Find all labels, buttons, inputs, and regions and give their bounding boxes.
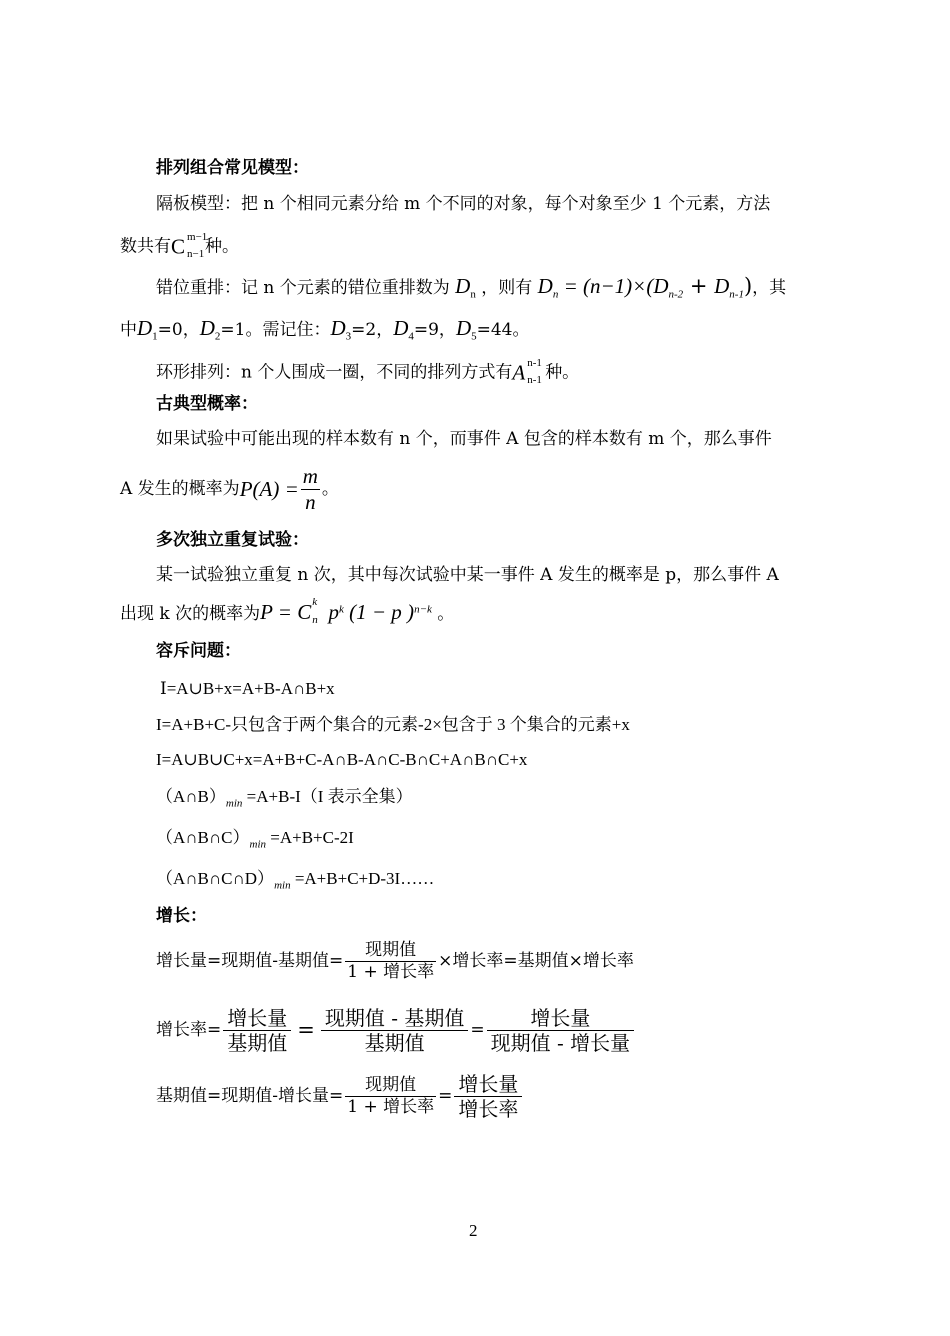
g3-fraction-2	[454, 1074, 522, 1119]
combination-sub: n−1	[187, 248, 205, 260]
circular-sub: n-1	[527, 374, 542, 386]
derangement-text2: ，则有	[481, 278, 533, 298]
bernoulli-c-sup: k	[312, 596, 318, 608]
section-title-classical: 古典型概率：	[156, 394, 258, 414]
g2-f1-denominator: 基期值	[227, 1031, 288, 1055]
g3-f2-denominator: 增长率	[458, 1097, 519, 1121]
d1-sub: 1	[152, 330, 158, 343]
f5-sub: min	[249, 838, 267, 851]
growth-formula-2	[156, 1008, 636, 1053]
bernoulli-c-sub: n	[312, 614, 318, 626]
sub-n-2: n	[552, 288, 559, 301]
close-paren: )	[743, 274, 753, 298]
d3-value: =2，	[351, 320, 394, 340]
derangement-line1	[156, 274, 787, 301]
classical-line1: 如果试验中可能出现的样本数有 n 个，而事件 A 包含的样本数有 m 个，那么事件	[156, 429, 772, 449]
probability-formula: P(A) =	[239, 477, 299, 501]
derangement-l2-prefix: 中	[120, 320, 137, 340]
derangement-text3: ，其	[752, 278, 787, 298]
combination-sup: m−1	[187, 231, 208, 243]
section-title-inclusion: 容斥问题：	[156, 641, 241, 661]
g2-equals-2: =	[470, 1020, 485, 1040]
bernoulli-paren: (1 − p )	[343, 600, 415, 624]
f4-right: =A+B-I（I 表示全集）	[246, 787, 413, 806]
f6-sub: min	[274, 879, 291, 892]
g1-denominator: 1 + 增长率	[347, 962, 435, 982]
g3-prefix: 基期值=现期值-增长量=	[156, 1086, 344, 1106]
d4-sub: 4	[408, 330, 414, 343]
section-title-growth: 增长：	[156, 906, 207, 926]
sub-n-minus-1: n-1	[729, 288, 744, 301]
symbol-dn2: D	[653, 274, 669, 298]
d2-sub: 2	[214, 330, 221, 343]
d5-sub: 5	[471, 330, 477, 343]
symbol-dn: D	[537, 274, 553, 298]
recurrence-mid: = (n−1)×(	[558, 274, 654, 298]
classical-line2	[120, 466, 339, 513]
bernoulli-suffix: 。	[431, 604, 455, 624]
g1-fraction	[345, 942, 436, 981]
d2-value: =1。需记住：	[220, 320, 331, 340]
g3-denominator: 1 + 增长率	[347, 1097, 435, 1117]
bernoulli-p-sup: k	[339, 603, 344, 616]
g1-suffix: ×增长率=基期值×增长率	[438, 951, 634, 971]
inclusion-formula-6	[156, 869, 435, 892]
symbol-d3: D	[330, 316, 346, 340]
fraction-denominator: n	[305, 490, 316, 514]
g3-fraction-1	[345, 1077, 436, 1116]
g1-numerator: 现期值	[345, 942, 436, 962]
f6-left: （A∩B∩C∩D）	[156, 869, 275, 888]
d3-sub: 3	[345, 330, 352, 343]
g2-fraction-3	[487, 1008, 634, 1053]
f6-right: =A+B+C+D-3I……	[294, 869, 435, 888]
symbol-d4: D	[393, 316, 409, 340]
inclusion-formula-4	[156, 787, 413, 810]
f4-sub: min	[225, 797, 243, 810]
combination-c: C	[171, 234, 186, 259]
g3-f2-numerator: 增长量	[454, 1074, 522, 1097]
section-title-permutation: 排列组合常见模型：	[156, 158, 309, 178]
bernoulli-line1: 某一试验独立重复 n 次，其中每次试验中某一事件 A 发生的概率是 p，那么事件 A	[156, 565, 779, 585]
g2-fraction-2	[321, 1008, 468, 1053]
g2-f2-numerator: 现期值 - 基期值	[321, 1008, 468, 1031]
g2-f3-denominator: 现期值 - 增长量	[490, 1031, 631, 1055]
g2-f2-denominator: 基期值	[364, 1031, 425, 1055]
f5-right: =A+B+C-2I	[270, 828, 354, 847]
divider-suffix: 种。	[205, 236, 240, 257]
circular-sup: n-1	[527, 357, 542, 369]
inclusion-formula-3: I=A∪B∪C+x=A+B+C-A∩B-A∩C-B∩C+A∩B∩C+x	[156, 750, 528, 769]
g2-f1-numerator: 增长量	[223, 1008, 291, 1031]
g3-equals: =	[438, 1086, 453, 1106]
fraction-numerator: m	[302, 464, 318, 488]
growth-formula-1	[156, 942, 634, 981]
probability-fraction	[301, 466, 320, 513]
symbol-dn1: D	[714, 274, 730, 298]
symbol-d1: D	[137, 316, 153, 340]
f4-left: （A∩B）	[156, 787, 226, 806]
g2-equals: =	[297, 1018, 315, 1042]
g1-prefix: 增长量=现期值-基期值=	[156, 951, 344, 971]
inclusion-formula-2: I=A+B+C-只包含于两个集合的元素-2×包含于 3 个集合的元素+x	[156, 715, 630, 734]
g2-prefix: 增长率=	[156, 1020, 222, 1040]
d1-value: =0，	[157, 320, 200, 340]
g3-numerator: 现期值	[345, 1077, 436, 1097]
circular-line	[156, 356, 579, 390]
d4-value: =9，	[413, 320, 456, 340]
section-title-bernoulli: 多次独立重复试验：	[156, 530, 309, 550]
bernoulli-p-c: P = C	[260, 600, 312, 624]
symbol-d5: D	[455, 316, 472, 340]
sub-n-minus-2: n-2	[668, 288, 684, 301]
derangement-line2	[120, 316, 530, 343]
g2-f3-numerator: 增长量	[487, 1008, 634, 1031]
growth-formula-3	[156, 1074, 524, 1119]
bernoulli-p: p	[323, 600, 339, 624]
divider-prefix: 数共有	[120, 236, 171, 257]
plus-sign: +	[683, 274, 715, 298]
g2-fraction-1	[223, 1008, 291, 1053]
divider-model-line1: 隔板模型：把 n 个相同元素分给 m 个不同的对象，每个对象至少 1 个元素，方法	[156, 194, 771, 214]
symbol-a: A	[512, 360, 526, 385]
bernoulli-line2	[120, 596, 455, 626]
sub-n: n	[470, 288, 476, 301]
inclusion-formula-5	[156, 828, 354, 851]
bernoulli-prefix: 出现 k 次的概率为	[120, 604, 261, 624]
page-number: 2	[469, 1221, 478, 1240]
d5-value: =44。	[476, 320, 530, 340]
circular-text1: 环形排列：n 个人围成一圈，不同的排列方式有	[156, 362, 513, 383]
classical-prefix: A 发生的概率为	[120, 479, 240, 499]
symbol-d: D	[455, 274, 471, 298]
inclusion-formula-1: Ⅰ=A∪B+x=A+B-A∩B+x	[160, 679, 335, 698]
symbol-d2: D	[199, 316, 215, 340]
derangement-text1: 错位重排：记 n 个元素的错位重排数为	[156, 278, 450, 298]
bernoulli-paren-sup: n−k	[414, 603, 432, 616]
circular-text2: 种。	[545, 362, 580, 383]
divider-model-line2	[120, 230, 239, 264]
classical-suffix: 。	[321, 479, 339, 499]
f5-left: （A∩B∩C）	[156, 828, 250, 847]
